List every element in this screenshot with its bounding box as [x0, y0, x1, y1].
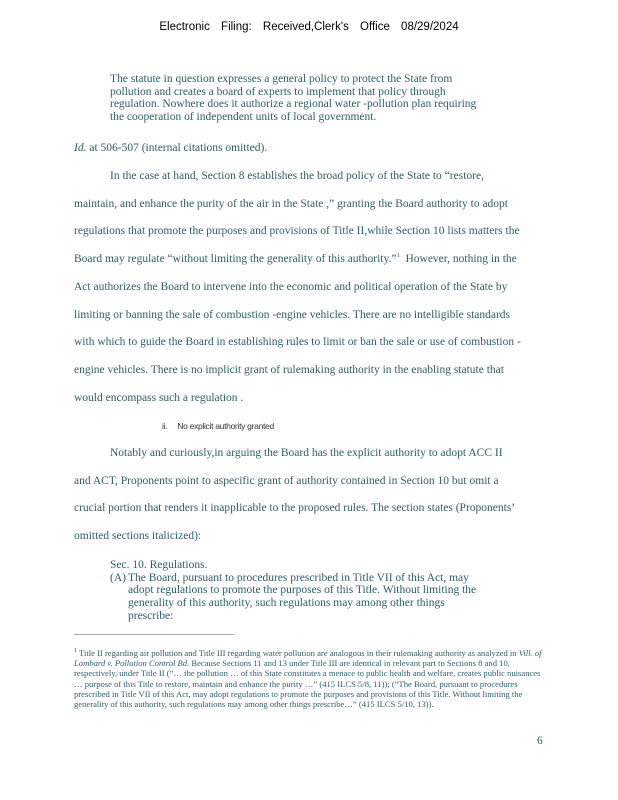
footnote-ref: 1: [396, 252, 400, 260]
paragraph-line: maintain, and enhance the purity of the air in the State ,” granting the Board authority to adopt: [74, 197, 508, 210]
subheading: [162, 421, 274, 431]
paragraph-line: with which to guide the Board in establishing rules to limit or ban the sale or use of combustion -: [74, 336, 521, 349]
paragraph-line: and ACT, Proponents point to aspecific grant of authority contained in Section 10 but omit a: [74, 474, 499, 487]
paragraph-line: omitted sections italicized):: [74, 530, 202, 543]
section-quote: [110, 559, 510, 623]
footnote: $^1$ Title II regarding air pollution and Title III regarding water pollution are analogous in their rulemaking authority as analyzed in Vill. of Lombard v. Pollution Control Bd. Because Sections 11 and 13 under Title III are identical in relevant part to Sections 8 and 10, respectively, under Title II (“… the pollution … of this State constitutes a menace to public health and welfare, creates public nuisances … purpose of this Title to restore, maintain and enhance the purity …” (415 ILCS 5/8, 11)); (“The Board, pursuant to procedures prescribed in Title VII of this Act, may adopt regulations to promote the purposes and provisions of this Title. Without limiting the generality of this authority, such regulations may among other things prescribe…” (415 ILCS 5/10, 13)).: [74, 647, 542, 710]
section-item: (A) The Board, pursuant to procedures prescribed in Title VII of this Act, may adopt regulations to promote the purposes of this Title. Without limiting the generality of this authority, such regulations may among other things prescribe:: [110, 572, 510, 623]
paragraph-line: Notably and curiously,in arguing the Board has the explicit authority to adopt ACC II: [110, 447, 503, 459]
case-name: Vill. of Lombard v. Pollution Control Bd.: [74, 647, 542, 669]
citation-id: Id.: [74, 142, 87, 154]
block-quote-line: the cooperation of independent units of local government.: [110, 111, 377, 124]
block-quote-line: pollution and creates a board of experts to implement that policy through: [110, 85, 446, 98]
section-item-line: adopt regulations to promote the purposes of this Title. Without limiting the: [128, 584, 477, 597]
paragraph-2: [74, 440, 548, 551]
section-item-label: (A): [110, 571, 126, 584]
page-number: 6: [537, 735, 543, 747]
block-quote: [110, 73, 510, 124]
paragraph-line: In the case at hand, Section 8 establishes the broad policy of the State to “restore,: [110, 170, 484, 182]
citation-text: at 506-507 (internal citations omitted).: [86, 142, 268, 154]
section-title: Sec. 10. Regulations.: [110, 559, 208, 571]
paragraph-line: engine vehicles. There is no implicit grant of rulemaking authority in the enabling statute that: [74, 363, 504, 376]
paragraph-line: crucial portion that renders it inapplicable to the proposed rules. The section states (Proponents’: [74, 502, 516, 515]
section-item-line: prescribe:: [128, 609, 174, 622]
block-quote-line: regulation. Nowhere does it authorize a regional water -pollution plan requiring: [110, 98, 477, 111]
footnote-marker: 1: [74, 648, 77, 654]
paragraph-1: [74, 163, 548, 412]
subheading-text: No explicit authority granted: [177, 421, 274, 431]
paragraph-line: Board may regulate “without limiting the generality of this authority.”$^1$ However, nothing in the: [74, 252, 517, 266]
citation: [74, 142, 267, 154]
filing-header: Electronic Filing: Received,Clerk's Office 08/29/2024: [159, 21, 459, 33]
section-item-line: generality of this authority, such regulations may among other things: [128, 597, 445, 610]
subheading-number: ii.: [162, 421, 168, 431]
block-quote-line: The statute in question expresses a general policy to protect the State from: [110, 73, 453, 85]
footnote-divider: [74, 634, 234, 635]
paragraph-line: would encompass such a regulation .: [74, 391, 244, 404]
paragraph-line: limiting or banning the sale of combustion -engine vehicles. There are no intelligible standards: [74, 308, 511, 321]
paragraph-line: Act authorizes the Board to intervene into the economic and political operation of the State by: [74, 280, 508, 293]
paragraph-line: regulations that promote the purposes and provisions of Title II,while Section 10 lists matters the: [74, 225, 520, 238]
